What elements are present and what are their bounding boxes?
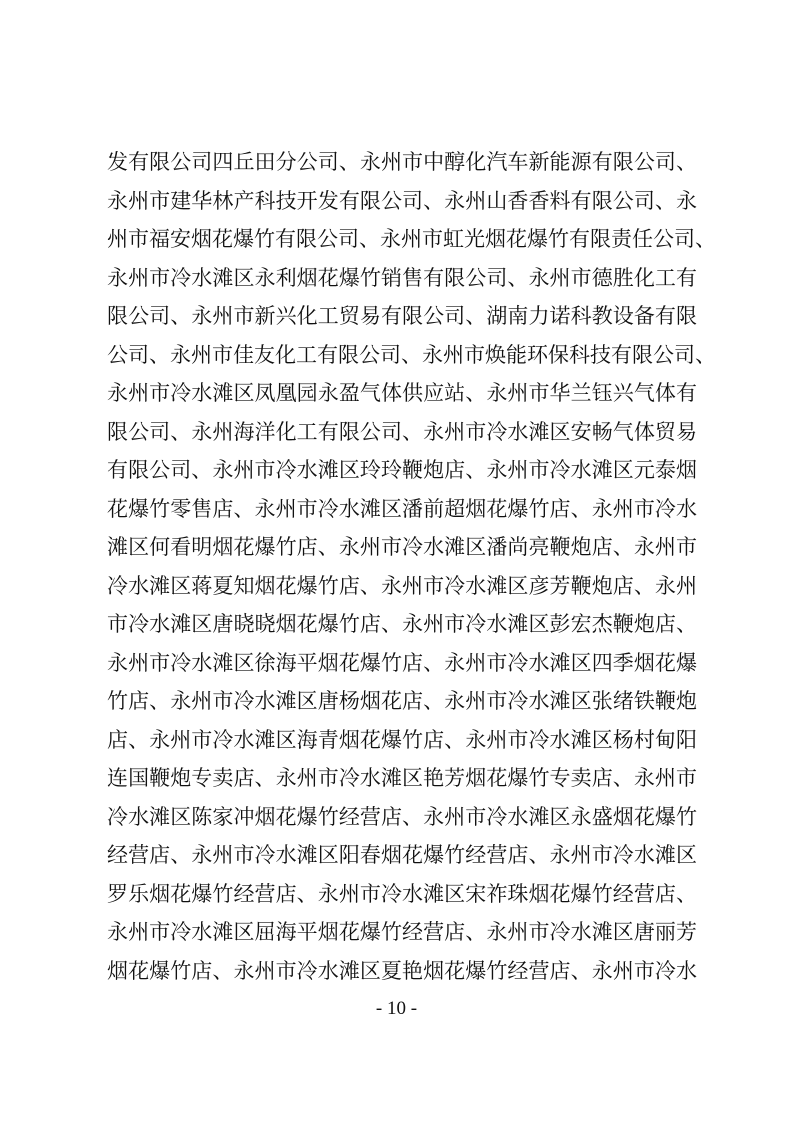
text-line: 罗乐烟花爆竹经营店、永州市冷水滩区宋祚珠烟花爆竹经营店、 [107, 881, 697, 906]
body-text [107, 143, 716, 990]
text-line: 限公司、永州海洋化工有限公司、永州市冷水滩区安畅气体贸易 [107, 419, 697, 444]
page-number: - 10 - [375, 998, 418, 1019]
text-line: 滩区何看明烟花爆竹店、永州市冷水滩区潘尚亮鞭炮店、永州市 [107, 535, 697, 559]
text-line: 永州市冷水滩区凤凰园永盈气体供应站、永州市华兰钰兴气体有 [107, 381, 697, 405]
text-line: 永州市冷水滩区永利烟花爆竹销售有限公司、永州市德胜化工有 [107, 265, 697, 290]
text-line: 永州市建华林产科技开发有限公司、永州山香香料有限公司、永 [107, 188, 697, 213]
text-line: 发有限公司四丘田分公司、永州市中醇化汽车新能源有限公司、 [107, 150, 697, 174]
text-line: 冷水滩区陈家冲烟花爆竹经营店、永州市冷水滩区永盛烟花爆竹 [107, 804, 697, 829]
text-line: 永州市冷水滩区徐海平烟花爆竹店、永州市冷水滩区四季烟花爆 [107, 650, 697, 675]
text-line: 竹店、永州市冷水滩区唐杨烟花店、永州市冷水滩区张绪铁鞭炮 [107, 689, 697, 713]
text-line: 连国鞭炮专卖店、永州市冷水滩区艳芳烟花爆竹专卖店、永州市 [107, 766, 697, 790]
text-line: 店、永州市冷水滩区海青烟花爆竹店、永州市冷水滩区杨村甸阳 [107, 727, 697, 752]
text-line: 冷水滩区蒋夏知烟花爆竹店、永州市冷水滩区彦芳鞭炮店、永州 [107, 573, 697, 598]
text-line: 有限公司、永州市冷水滩区玲玲鞭炮店、永州市冷水滩区元泰烟 [107, 458, 697, 482]
text-line: 永州市冷水滩区屈海平烟花爆竹经营店、永州市冷水滩区唐丽芳 [107, 920, 697, 944]
text-line: 烟花爆竹店、永州市冷水滩区夏艳烟花爆竹经营店、永州市冷水 [107, 958, 697, 983]
text-line: 经营店、永州市冷水滩区阳春烟花爆竹经营店、永州市冷水滩区 [107, 843, 697, 867]
text-line: 公司、永州市佳友化工有限公司、永州市焕能环保科技有限公司、 [107, 342, 716, 367]
text-line: 州市福安烟花爆竹有限公司、永州市虹光烟花爆竹有限责任公司、 [107, 227, 716, 251]
text-line: 市冷水滩区唐晓晓烟花爆竹店、永州市冷水滩区彭宏杰鞭炮店、 [107, 612, 697, 636]
text-line: 花爆竹零售店、永州市冷水滩区潘前超烟花爆竹店、永州市冷水 [107, 496, 697, 521]
text-line: 限公司、永州市新兴化工贸易有限公司、湖南力诺科教设备有限 [107, 304, 697, 328]
